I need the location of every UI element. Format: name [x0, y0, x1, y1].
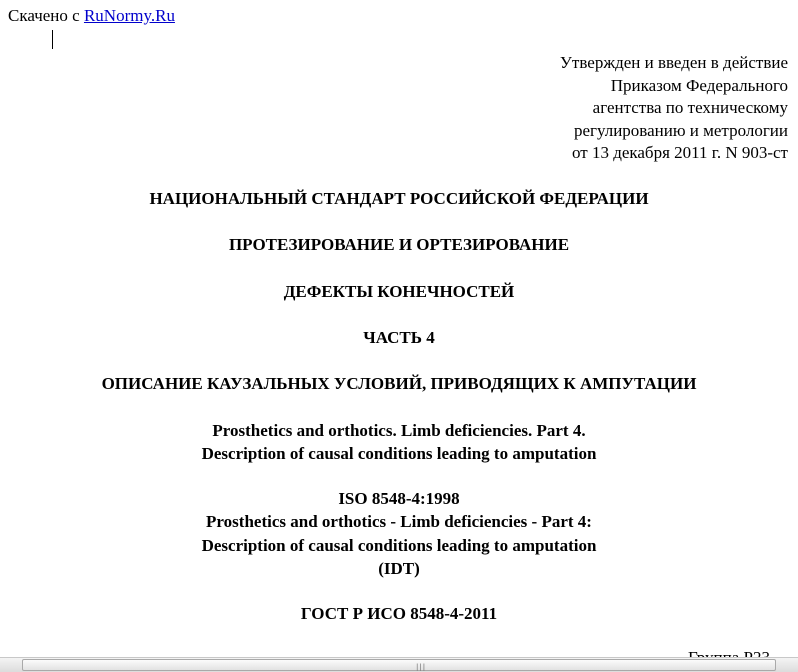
- approval-block: [560, 52, 788, 165]
- topic-heading: ПРОТЕЗИРОВАНИЕ И ОРТЕЗИРОВАНИЕ: [228, 235, 570, 254]
- approval-line: Приказом Федерального: [610, 75, 788, 95]
- downloaded-prefix: Скачено с: [8, 6, 80, 25]
- standard-heading: НАЦИОНАЛЬНЫЙ СТАНДАРТ РОССИЙСКОЙ ФЕДЕРАЦИИ: [149, 189, 649, 208]
- approval-line: Утвержден и введен в действие: [559, 53, 788, 72]
- idt-label: (IDT): [378, 559, 420, 578]
- source-line: [8, 6, 175, 26]
- description-heading: ОПИСАНИЕ КАУЗАЛЬНЫХ УСЛОВИЙ, ПРИВОДЯЩИХ К АМПУТАЦИИ: [101, 374, 697, 393]
- english-title-line: Prosthetics and orthotics. Limb deficiencies. Part 4.: [212, 421, 586, 440]
- text-cursor: [52, 30, 53, 49]
- approval-line: агентства по техническому: [592, 98, 788, 118]
- grip-icon: |||: [416, 663, 427, 671]
- iso-title-line: Description of causal conditions leading to amputation: [201, 536, 597, 555]
- iso-code: ISO 8548-4:1998: [338, 489, 460, 508]
- english-title-line: Description of causal conditions leading to amputation: [201, 444, 597, 463]
- iso-title-line: Prosthetics and orthotics - Limb deficiencies - Part 4:: [206, 512, 592, 531]
- approval-line: от 13 декабря 2011 г. N 903-ст: [571, 143, 788, 163]
- gost-number: ГОСТ Р ИСО 8548-4-2011: [300, 604, 498, 623]
- approval-line: регулированию и метрологии: [573, 120, 788, 140]
- subtopic-heading: ДЕФЕКТЫ КОНЕЧНОСТЕЙ: [283, 282, 515, 301]
- part-heading: ЧАСТЬ 4: [363, 328, 435, 347]
- runormy-link[interactable]: RuNormy.Ru: [83, 6, 175, 25]
- scrollbar-thumb[interactable]: [22, 659, 776, 671]
- horizontal-scrollbar[interactable]: [0, 657, 798, 672]
